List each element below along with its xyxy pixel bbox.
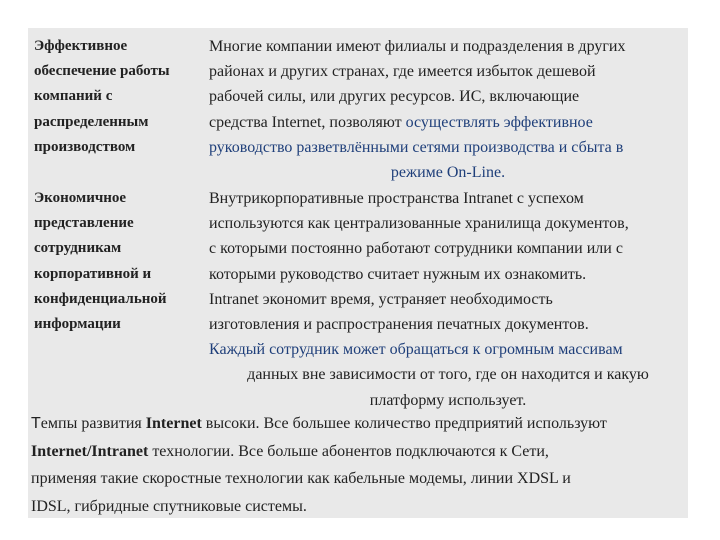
row-label-line: обеспечение работы	[34, 63, 170, 80]
bold-term: Internet/Intranet	[31, 442, 149, 460]
row-label	[34, 186, 206, 337]
text-line: данных вне зависимости от того, где он находится и какую	[247, 366, 649, 384]
row-label-line: Экономичное	[34, 190, 127, 206]
row-label-line: сотрудникам	[34, 240, 122, 257]
summary-paragraph	[31, 410, 687, 520]
text-line: IDSL, гибридные спутниковые системы.	[31, 497, 307, 515]
text-line: рабочей силы, или других ресурсов. ИС, включающие	[209, 88, 580, 106]
text-segment: средства Internet, позволяют	[209, 113, 406, 131]
text-line: применяя такие скоростные технологии как кабельные модемы, линии XDSL и	[31, 470, 571, 487]
highlighted-text: режиме On-Line.	[390, 164, 506, 182]
content-panel	[28, 28, 688, 518]
text-segment: высоки. Все большее количество предприятий используют	[201, 415, 607, 432]
row-description	[209, 186, 687, 413]
text-line: платформу использует.	[369, 391, 527, 409]
row-label-line: конфиденциальной	[34, 290, 167, 307]
text-segment: емпы развития	[40, 415, 146, 432]
text-line	[209, 110, 687, 135]
text-line	[31, 438, 687, 466]
text-segment: технологии. Все больше абонентов подключаются к Сети,	[148, 442, 549, 460]
text-line	[31, 410, 687, 438]
row-description	[209, 34, 687, 185]
row-label-line: компаний с	[34, 88, 113, 105]
text-line: изготовления и распространения печатных документов.	[209, 316, 589, 334]
row-label-line: производством	[34, 138, 136, 155]
text-line: с которыми постоянно работают сотрудники компании или с	[209, 240, 623, 258]
highlighted-text: осуществлять эффективное	[405, 113, 593, 131]
highlighted-text: Каждый сотрудник может обращаться к огромным массивам	[209, 341, 623, 359]
row-label-line: корпоративной и	[34, 265, 152, 282]
bold-term: Internet	[145, 415, 202, 432]
text-line: Многие компании имеют филиалы и подразделения в других	[209, 38, 626, 55]
row-label	[34, 34, 206, 160]
text-line: Внутрикорпоративные пространства Intranet с успехом	[209, 190, 584, 207]
row-label-line: распределенным	[34, 113, 149, 130]
drop-letter: Т	[31, 415, 41, 432]
highlighted-text: руководство разветвлёнными сетями производства и сбыта в	[209, 138, 624, 156]
row-label-line: представление	[34, 215, 134, 232]
row-label-line: Эффективное	[34, 38, 128, 54]
text-line: районах и других странах, где имеется избыток дешевой	[209, 63, 596, 81]
text-line: Intranet экономит время, устраняет необходимость	[209, 290, 553, 308]
row-label-line: информации	[34, 316, 121, 333]
text-line: которыми руководство считает нужным их ознакомить.	[209, 265, 587, 283]
text-line: используются как централизованные хранилища документов,	[209, 215, 629, 233]
